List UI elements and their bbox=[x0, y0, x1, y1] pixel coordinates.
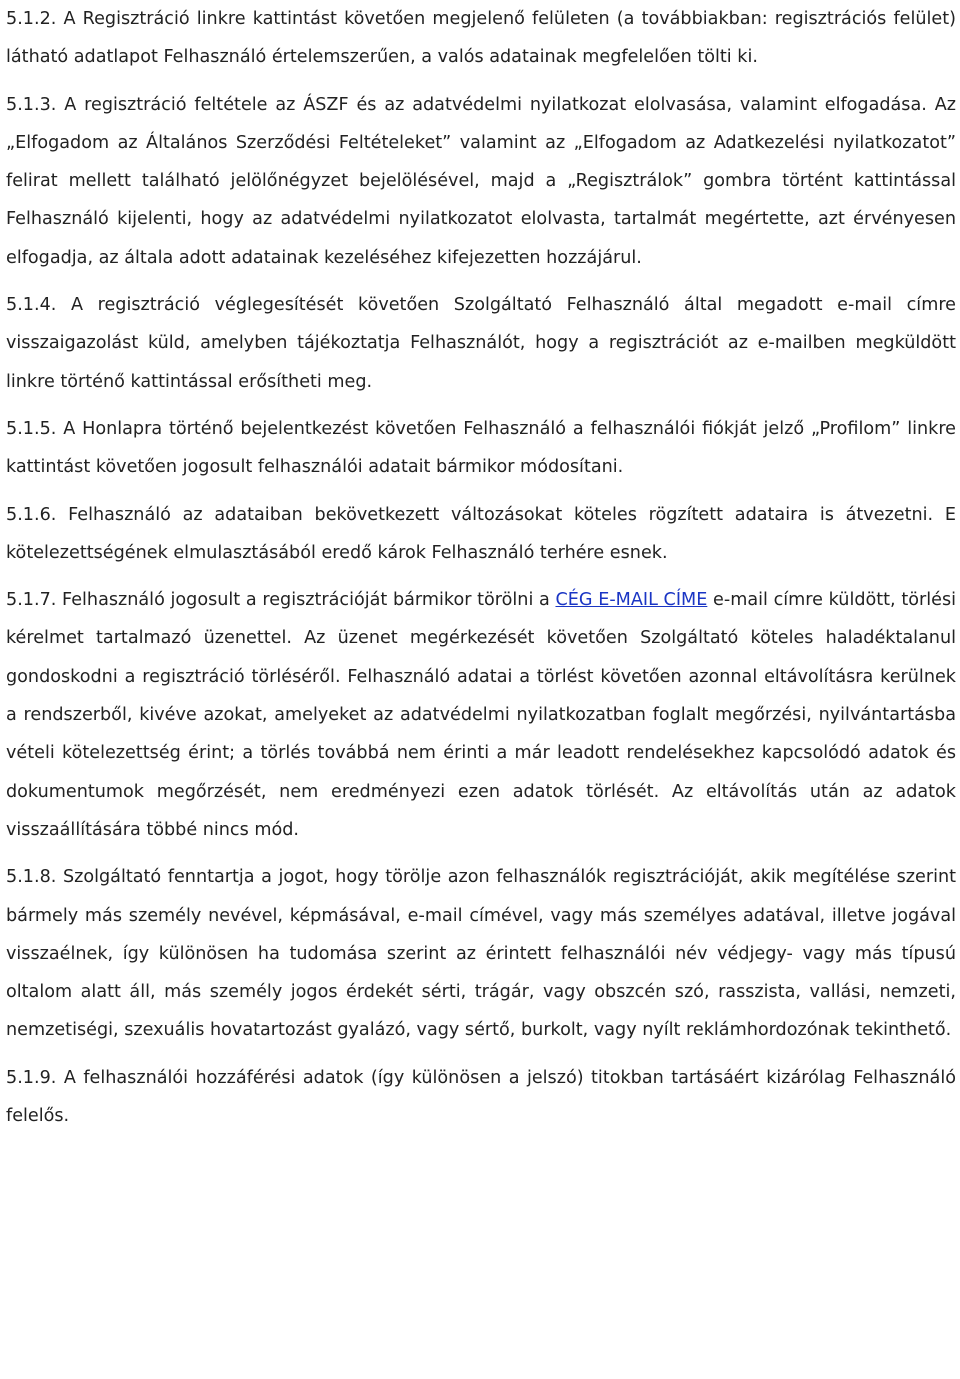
paragraph-text: A Honlapra történő bejelentkezést követően Felhasználó a felhasználói fiókját jelző „Profilom” linkre kattintást követően jogosult felhasználói adatait bármikor módosítani. bbox=[6, 418, 956, 478]
paragraph-5-1-4 bbox=[6, 286, 956, 401]
paragraph-5-1-8 bbox=[6, 858, 956, 1049]
paragraph-number: 5.1.3. bbox=[6, 94, 57, 115]
paragraph-number: 5.1.2. bbox=[6, 9, 57, 29]
paragraph-text: A regisztráció véglegesítését követően Szolgáltató Felhasználó által megadott e-mail címre visszaigazolást küld, amelyben tájékoztatja Felhasználót, hogy a regisztrációt az e-mailben megküldött linkre történő kattintással erősítheti meg. bbox=[6, 295, 957, 392]
paragraph-text: Felhasználó az adataiban bekövetkezett változásokat köteles rögzített adataira is átvezetni. E kötelezettségének elmulasztásából eredő károk Felhasználó terhére esnek. bbox=[6, 504, 956, 563]
paragraph-number: 5.1.8. bbox=[6, 867, 57, 888]
paragraph-5-1-5 bbox=[6, 410, 956, 487]
paragraph-text: A felhasználói hozzáférési adatok (így különösen a jelszó) titokban tartásáért kizárólag Felhasználó felelős. bbox=[6, 1067, 956, 1127]
paragraph-text-before-link: Felhasználó jogosult a regisztrációját bármikor törölni a bbox=[62, 590, 556, 611]
paragraph-number: 5.1.7. bbox=[6, 590, 57, 611]
paragraph-5-1-7 bbox=[6, 581, 956, 849]
paragraph-5-1-3 bbox=[6, 86, 956, 277]
paragraph-text: Szolgáltató fenntartja a jogot, hogy törölje azon felhasználók regisztrációját, akik megítélése szerint bármely más személy nevével, képmásával, e-mail címével, vagy más személyes adatával, illetve jogával visszaélnek, így különösen ha tudomása szerint az érintett felhasználói név védjegy- vagy más típusú oltalom alatt áll, más személy jogos érdekét sérti, trágár, vagy obszcén szó, rasszista, vallási, nemzeti, nemzetiségi, szexuális hovatartozást gyalázó, vagy sértő, burkolt, vagy nyílt reklámhordozónak tekinthető. bbox=[6, 867, 957, 1041]
paragraph-5-1-6 bbox=[6, 496, 956, 573]
paragraph-text: A regisztráció feltétele az ÁSZF és az adatvédelmi nyilatkozat elolvasása, valamint elfogadása. Az „Elfogadom az Általános Szerződési Feltételeket” valamint az „Elfogadom az Adatkezelési nyilatkozatot” felirat mellett található jelölőnégyzet bejelölésével, majd a „Regisztrálok” gombra történt kattintással Felhasználó kijelenti, hogy az adatvédelmi nyilatkozatot elolvasta, tartalmát megértette, azt érvényesen elfogadja, az általa adott adatainak kezeléséhez kifejezetten hozzájárul. bbox=[6, 94, 956, 268]
paragraph-5-1-9 bbox=[6, 1059, 956, 1136]
paragraph-text-after-link: e-mail címre küldött, törlési kérelmet tartalmazó üzenettel. Az üzenet megérkezését követően Szolgáltató köteles haladéktalanul gondoskodni a regisztráció törléséről. Felhasználó adatai a törlést követően azonnal eltávolításra kerülnek a rendszerből, kivéve azokat, amelyeket az adatvédelmi nyilatkozatban foglalt megőrzési, nyilvántartásba vételi kötelezettség érint; a törlés továbbá nem érinti a már leadott rendelésekhez kapcsolódó adatok és dokumentumok megőrzését, nem eredményezi ezen adatok törlését. Az eltávolítás után az adatok visszaállítására többé nincs mód. bbox=[6, 590, 956, 840]
paragraph-text: A Regisztráció linkre kattintást követően megjelenő felületen (a továbbiakban: regisztrációs felület) látható adatlapot Felhasználó értelemszerűen, a valós adatainak megfelelően tölti ki. bbox=[6, 9, 956, 68]
paragraph-number: 5.1.6. bbox=[6, 504, 57, 525]
paragraph-number: 5.1.9. bbox=[6, 1067, 57, 1088]
paragraph-number: 5.1.5. bbox=[6, 418, 57, 439]
paragraph-number: 5.1.4. bbox=[6, 295, 57, 316]
paragraph-5-1-2 bbox=[6, 0, 956, 77]
document-body bbox=[6, 0, 956, 1135]
company-email-link[interactable]: CÉG E-MAIL CÍME bbox=[555, 590, 708, 611]
